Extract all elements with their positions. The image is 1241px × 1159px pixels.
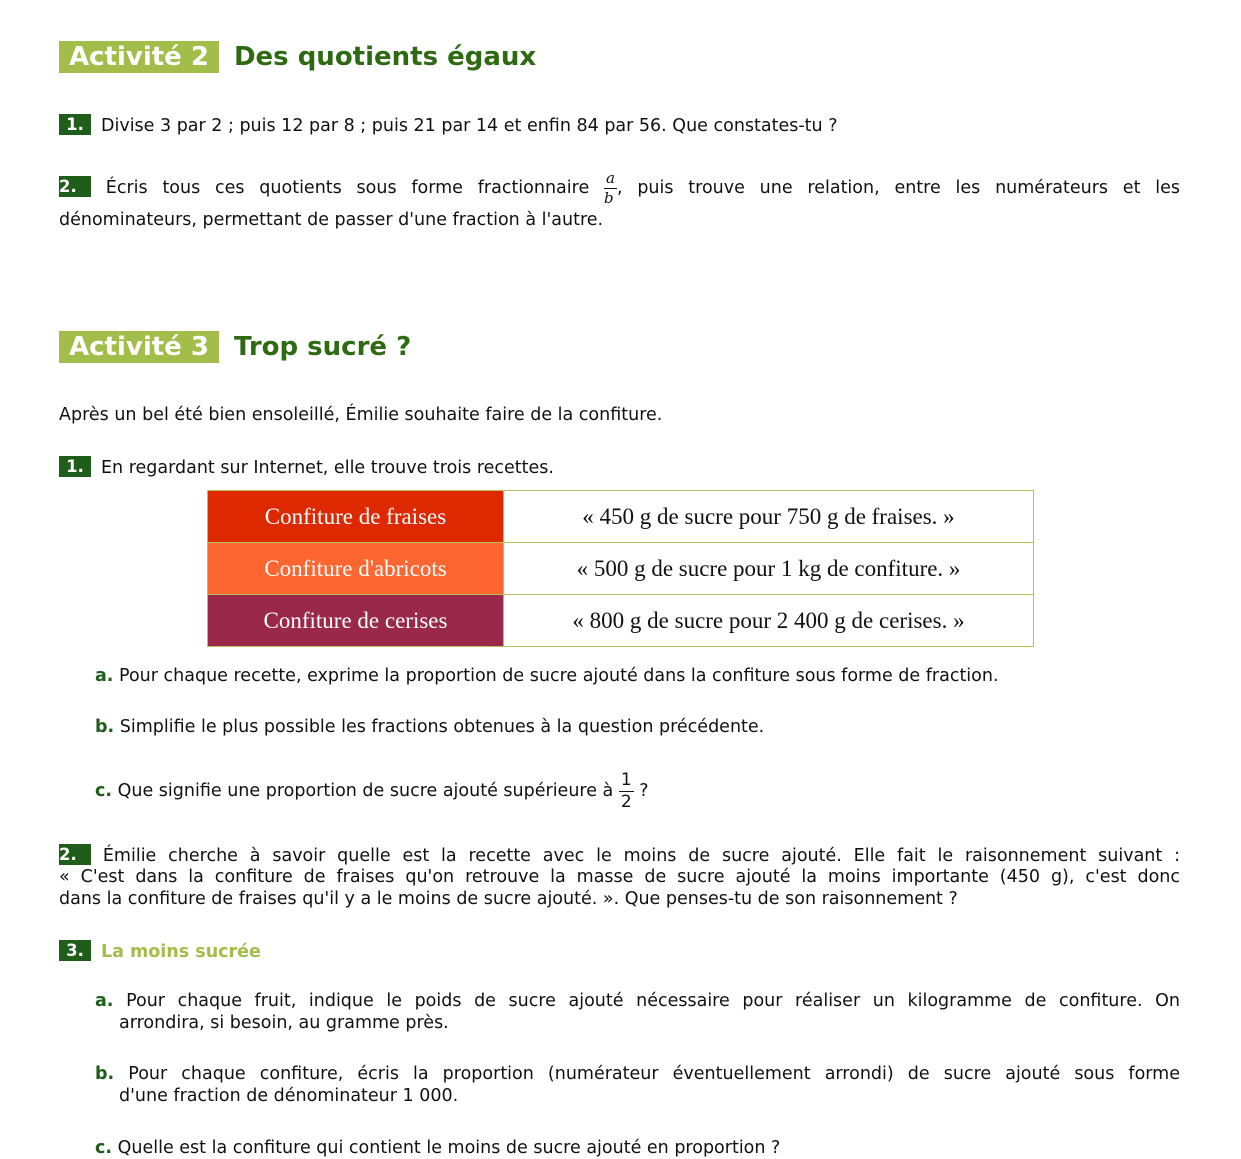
question-mark: ?: [639, 781, 649, 801]
activity3-title: Trop sucré ?: [233, 332, 412, 362]
fraction-a-over-b: [604, 168, 617, 207]
subquestion-text: Pour chaque fruit, indique le poids de sucre ajouté nécessaire pour réaliser un kilogramme de confiture. On: [126, 991, 1180, 1011]
recipe-text-fraises: « 450 g de sucre pour 750 g de fraises. »: [504, 491, 1034, 543]
subquestion-label: c.: [95, 781, 113, 801]
recipe-text-abricots: « 500 g de sucre pour 1 kg de confiture. »: [504, 543, 1034, 595]
fraction-one-half: [619, 769, 634, 812]
fraction-numerator: 1: [620, 769, 632, 790]
activity3-intro: Après un bel été bien ensoleillé, Émilie souhaite faire de la confiture.: [59, 405, 663, 425]
subquestion-label: a.: [95, 991, 114, 1011]
question-1c: [95, 768, 649, 814]
activity2-title: Des quotients égaux: [233, 42, 537, 72]
question-text: En regardant sur Internet, elle trouve trois recettes.: [101, 458, 554, 478]
question-number: 2.: [59, 176, 91, 197]
fraction-denominator: b: [604, 188, 614, 207]
fraction-denominator: 2: [620, 791, 632, 812]
question-number: 3.: [59, 940, 91, 961]
question-1a: [95, 666, 999, 686]
question-text: Écris tous ces quotients sous forme fractionnaire: [105, 178, 590, 198]
activity2-question-1: [59, 114, 837, 136]
subquestion-text: Quelle est la confiture qui contient le moins de sucre ajouté en proportion ?: [117, 1138, 781, 1158]
activity2-question-2-line2: dénominateurs, permettant de passer d'une fraction à l'autre.: [59, 210, 604, 230]
activity3-question-1: [59, 456, 554, 478]
recipe-name-fraises: Confiture de fraises: [208, 491, 504, 543]
recipe-text-cerises: « 800 g de sucre pour 2 400 g de cerises. »: [504, 595, 1034, 647]
activity3-question-3: [59, 940, 261, 962]
table-row: [208, 595, 1034, 647]
question-3b-line2: d'une fraction de dénominateur 1 000.: [119, 1086, 459, 1106]
question-3c: [95, 1138, 780, 1158]
activity2-header: [59, 41, 536, 73]
table-row: [208, 543, 1034, 595]
subquestion-text: Que signifie une proportion de sucre ajouté supérieure à: [117, 781, 614, 801]
recipes-table: [207, 490, 1034, 647]
table-row: [208, 491, 1034, 543]
activity2-question-2-line1: [59, 170, 1180, 206]
fraction-numerator: a: [606, 168, 615, 187]
activity3-question-2-line1: [59, 844, 1180, 866]
question-text-continued: , puis trouve une relation, entre les numérateurs et les: [616, 178, 1180, 198]
activity3-badge: Activité 3: [59, 331, 219, 363]
subquestion-label: c.: [95, 1138, 113, 1158]
question-number: 1.: [59, 114, 91, 135]
subquestion-text: Simplifie le plus possible les fractions obtenues à la question précédente.: [119, 717, 765, 737]
subquestion-label: b.: [95, 717, 115, 737]
activity3-header: [59, 331, 411, 363]
question-1b: [95, 717, 764, 737]
question-title: La moins sucrée: [101, 942, 261, 962]
recipe-name-cerises: Confiture de cerises: [208, 595, 504, 647]
question-number: 2.: [59, 844, 91, 865]
question-text: Émilie cherche à savoir quelle est la recette avec le moins de sucre ajouté. Elle fait le raisonnement suivant :: [102, 846, 1180, 866]
activity3-question-2-line3: dans la confiture de fraises qu'il y a le moins de sucre ajouté. ». Que penses-tu de son raisonnement ?: [59, 889, 958, 909]
activity2-badge: Activité 2: [59, 41, 219, 73]
recipe-name-abricots: Confiture d'abricots: [208, 543, 504, 595]
subquestion-label: b.: [95, 1064, 115, 1084]
subquestion-text: Pour chaque confiture, écris la proportion (numérateur éventuellement arrondi) de sucre ajouté sous forme: [128, 1064, 1180, 1084]
question-number: 1.: [59, 456, 91, 477]
question-3b-line1: [95, 1064, 1180, 1084]
question-text: Divise 3 par 2 ; puis 12 par 8 ; puis 21 par 14 et enfin 84 par 56. Que constates-tu ?: [101, 116, 838, 136]
question-3a-line1: [95, 991, 1180, 1011]
subquestion-label: a.: [95, 666, 114, 686]
activity3-question-2-line2: « C'est dans la confiture de fraises qu'on retrouve la masse de sucre ajouté la moins importante (450 g), c'est donc: [59, 867, 1180, 887]
question-3a-line2: arrondira, si besoin, au gramme près.: [119, 1013, 449, 1033]
subquestion-text: Pour chaque recette, exprime la proportion de sucre ajouté dans la confiture sous forme de fraction.: [119, 666, 999, 686]
